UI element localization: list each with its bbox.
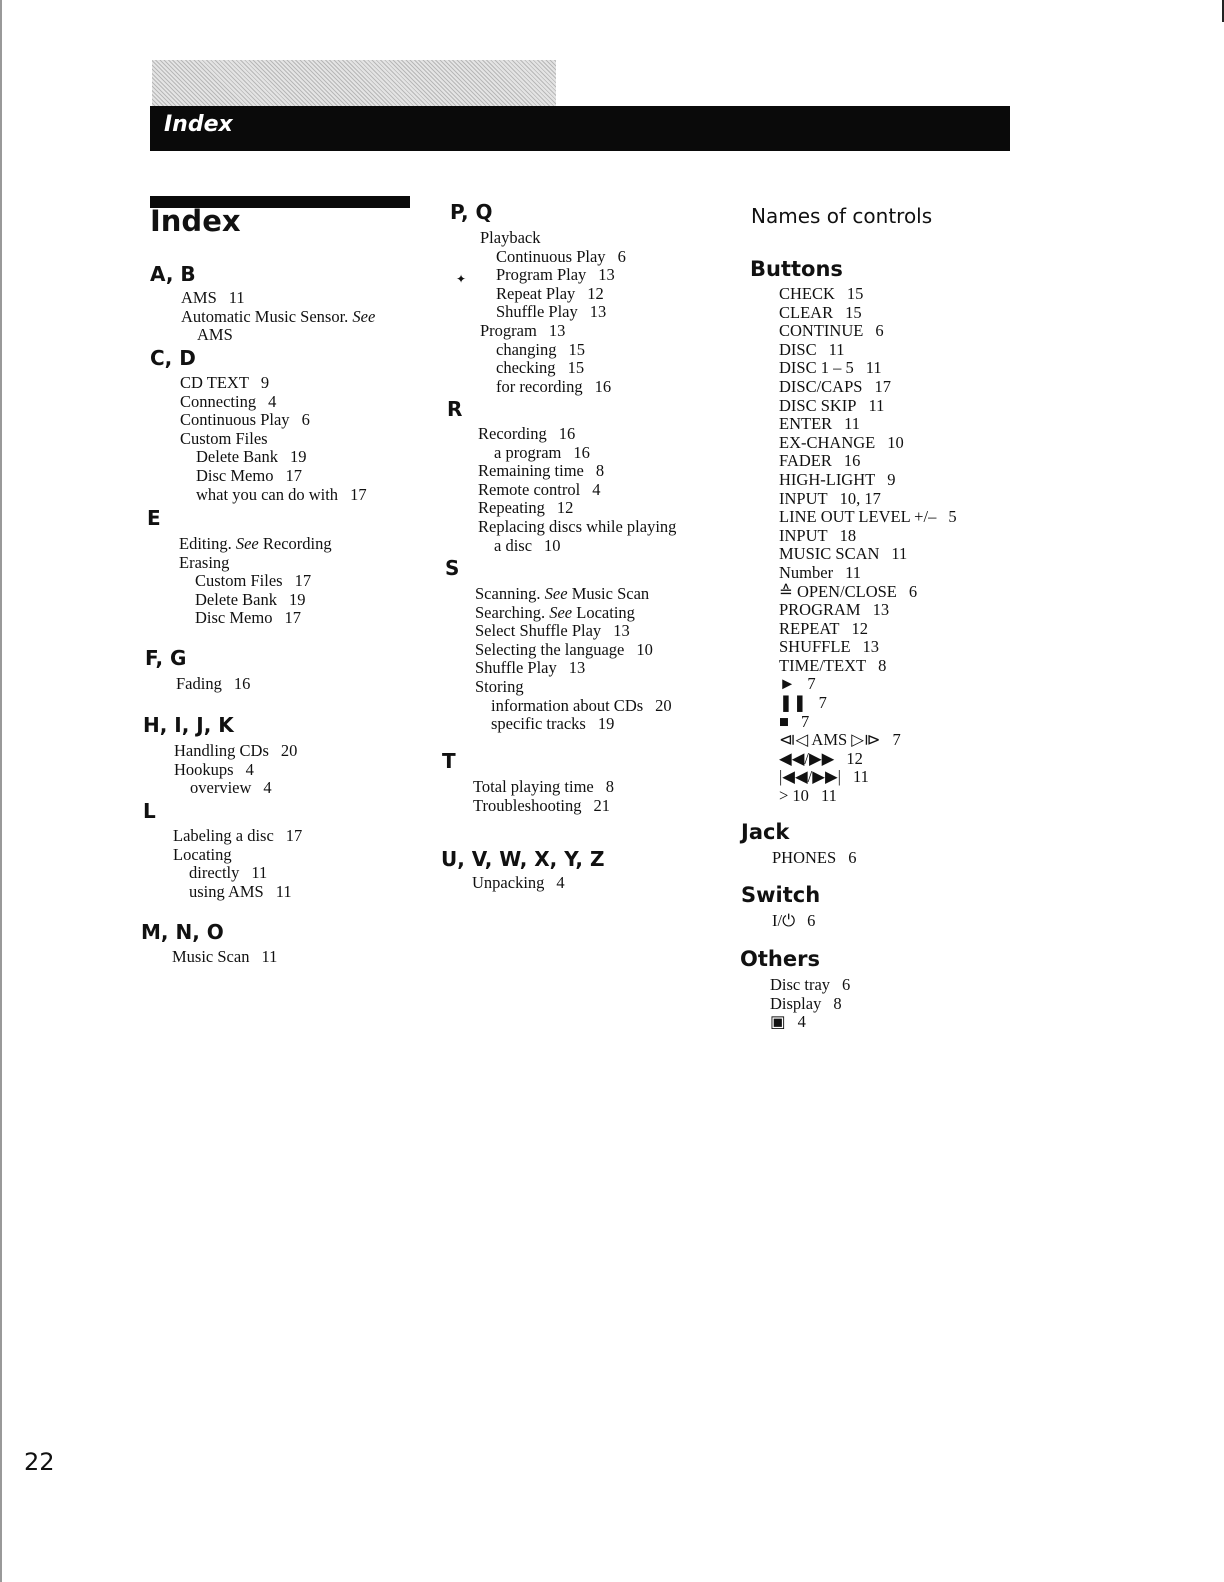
index-entry: Display 8 (770, 993, 842, 1013)
power-icon: I/⏻ (772, 911, 796, 930)
index-entry: DISC 1 – 5 11 (779, 358, 882, 378)
index-entry: Playback (480, 228, 541, 247)
index-entry: Custom Files 17 (195, 571, 312, 591)
others-list (770, 976, 850, 1032)
index-entry: AMS 11 (181, 288, 245, 307)
index-entry: for recording 16 (496, 376, 612, 396)
index-entry: Storing (475, 676, 524, 696)
index-entry: Music Scan 11 (172, 947, 278, 966)
index-entry: Disc Memo 17 (195, 608, 301, 628)
section-head-fg: F, G (145, 646, 187, 670)
remote-sensor-icon: ▣ (770, 1012, 786, 1032)
section-ab-list (181, 289, 375, 345)
section-pq-list (480, 229, 626, 396)
index-entry: LINE OUT LEVEL +/– 5 (779, 507, 957, 527)
subhead-jack: Jack (741, 820, 790, 844)
section-head-l: L (143, 799, 156, 823)
index-entry: CONTINUE 6 (779, 321, 884, 341)
index-entry: Remote control 4 (478, 479, 601, 499)
index-entry: I/⏻ 6 (772, 911, 816, 930)
index-entry: Recording 16 (478, 424, 576, 443)
index-entry: Searching. See Locating (475, 602, 635, 622)
index-entry: INPUT 18 (779, 525, 857, 545)
index-entry: ▣ 4 (770, 1012, 806, 1032)
index-entry: PHONES 6 (772, 848, 857, 867)
header-gradient (152, 60, 556, 108)
section-t-list (473, 778, 614, 815)
index-entry: Scanning. See Music Scan (475, 584, 650, 603)
index-entry: Number 11 (779, 562, 861, 582)
index-entry: DISC 11 (779, 339, 845, 359)
index-entry: Delete Bank 19 (195, 589, 306, 609)
index-entry: EX-CHANGE 10 (779, 432, 904, 452)
section-hijk-list (174, 742, 297, 798)
section-s-list (475, 585, 672, 734)
index-entry: DISC SKIP 11 (779, 395, 885, 415)
section-fg-list (176, 675, 250, 694)
index-entry: Shuffle Play 13 (496, 302, 607, 322)
index-entry: ENTER 11 (779, 414, 861, 434)
index-entry: FADER 16 (779, 451, 861, 471)
index-entry: CHECK 15 (779, 284, 864, 303)
section-l-list (173, 827, 302, 901)
index-entry: overview 4 (190, 778, 272, 798)
index-entry: checking 15 (496, 358, 585, 378)
section-r-list (478, 425, 676, 555)
index-entry: TIME/TEXT 8 (779, 655, 887, 675)
index-entry: SHUFFLE 13 (779, 637, 880, 657)
section-head-hijk: H, I, J, K (143, 713, 234, 737)
play-icon: ► (779, 674, 796, 694)
index-entry: AMS (197, 325, 233, 345)
index-entry: Replacing discs while playing (478, 516, 677, 536)
section-head-pq: P, Q (450, 200, 493, 224)
index-entry: Delete Bank 19 (196, 447, 307, 467)
index-entry: a disc 10 (494, 535, 561, 555)
section-head-ab: A, B (150, 262, 196, 286)
index-entry: Program Play 13 (496, 265, 615, 285)
index-entry: Total playing time 8 (473, 777, 614, 796)
index-entry: Disc Memo 17 (196, 465, 302, 485)
rewind-forward-icon: ◀◀/▶▶ (779, 748, 835, 768)
header-bar (150, 106, 1010, 151)
index-entry: Unpacking 4 (472, 873, 565, 892)
index-entry: specific tracks 19 (491, 714, 615, 734)
index-entry: CD TEXT 9 (180, 373, 270, 392)
section-uvwxyz-list (472, 874, 565, 893)
margin-mark: ✦ (456, 272, 467, 286)
index-entry: Repeat Play 12 (496, 283, 604, 303)
page-number: 22 (24, 1448, 55, 1476)
index-entry: Select Shuffle Play 13 (475, 621, 630, 641)
section-head-cd: C, D (150, 346, 196, 370)
index-entry: Locating (173, 844, 232, 864)
section-head-uvwxyz: U, V, W, X, Y, Z (441, 847, 605, 871)
index-entry: CLEAR 15 (779, 302, 862, 322)
index-entry: Continuous Play 6 (496, 246, 626, 266)
index-entry: ≙ OPEN/CLOSE 6 (779, 581, 918, 601)
index-entry: ◀◀/▶▶ 12 (779, 748, 863, 768)
index-entry: using AMS 11 (189, 881, 292, 901)
section-cd-list (180, 374, 367, 504)
index-entry: Repeating 12 (478, 498, 574, 518)
header-title: Index (164, 112, 233, 137)
index-entry: ❚❚ 7 (779, 693, 827, 713)
index-entry: Disc tray 6 (770, 975, 851, 994)
index-entry: Handling CDs 20 (174, 741, 298, 760)
section-head-mno: M, N, O (141, 920, 224, 944)
index-entry: Fading 16 (176, 674, 251, 693)
index-entry: ■ 7 (779, 711, 810, 731)
section-e-list (179, 535, 332, 628)
index-entry: Connecting 4 (180, 391, 277, 411)
index-entry: Remaining time 8 (478, 461, 605, 481)
index-entry: changing 15 (496, 339, 585, 359)
page-edge-rule (0, 0, 2, 1582)
index-entry: what you can do with 17 (196, 484, 367, 504)
ams-skip-icon: ⧏◁ AMS ▷⧐ (779, 730, 881, 750)
section-head-s: S (445, 556, 460, 580)
subhead-buttons: Buttons (750, 257, 843, 281)
index-entry: Program 13 (480, 320, 566, 340)
index-entry: > 10 11 (779, 786, 837, 806)
index-title: Index (150, 204, 241, 238)
section-head-r: R (447, 397, 463, 421)
index-entry: ► 7 (779, 674, 816, 694)
section-head-e: E (147, 506, 161, 530)
index-entry: Continuous Play 6 (180, 410, 310, 430)
index-entry: ⧏◁ AMS ▷⧐ 7 (779, 730, 901, 750)
index-entry: Shuffle Play 13 (475, 658, 586, 678)
index-entry: Erasing (179, 552, 230, 572)
buttons-list (779, 285, 957, 806)
stop-icon: ■ (779, 711, 789, 731)
index-entry: Hookups 4 (174, 759, 254, 779)
index-entry: Troubleshooting 21 (473, 795, 610, 815)
index-entry: REPEAT 12 (779, 618, 869, 638)
index-entry: HIGH-LIGHT 9 (779, 469, 896, 489)
names-of-controls-heading: Names of controls (751, 204, 933, 228)
subhead-others: Others (740, 947, 820, 971)
index-entry: a program 16 (494, 442, 590, 462)
jack-list (772, 849, 856, 868)
section-head-t: T (442, 749, 456, 773)
pause-icon: ❚❚ (779, 693, 807, 713)
index-entry: DISC/CAPS 17 (779, 376, 891, 396)
index-entry: |◀◀/▶▶| 11 (779, 767, 869, 787)
eject-icon: ≙ OPEN/CLOSE (779, 581, 897, 601)
index-entry: Selecting the language 10 (475, 639, 653, 659)
index-entry: directly 11 (189, 863, 268, 883)
index-entry: Custom Files (180, 428, 268, 448)
index-entry: Labeling a disc 17 (173, 826, 303, 845)
index-entry: MUSIC SCAN 11 (779, 544, 908, 564)
index-entry: Automatic Music Sensor. See (181, 306, 376, 326)
index-entry: Editing. See Recording (179, 534, 332, 553)
index-entry: INPUT 10, 17 (779, 488, 881, 508)
prev-next-track-icon: |◀◀/▶▶| (779, 767, 841, 787)
section-mno-list (172, 948, 277, 967)
index-entry: information about CDs 20 (491, 695, 672, 715)
switch-list (772, 912, 815, 931)
index-entry: PROGRAM 13 (779, 600, 890, 620)
subhead-switch: Switch (741, 883, 821, 907)
